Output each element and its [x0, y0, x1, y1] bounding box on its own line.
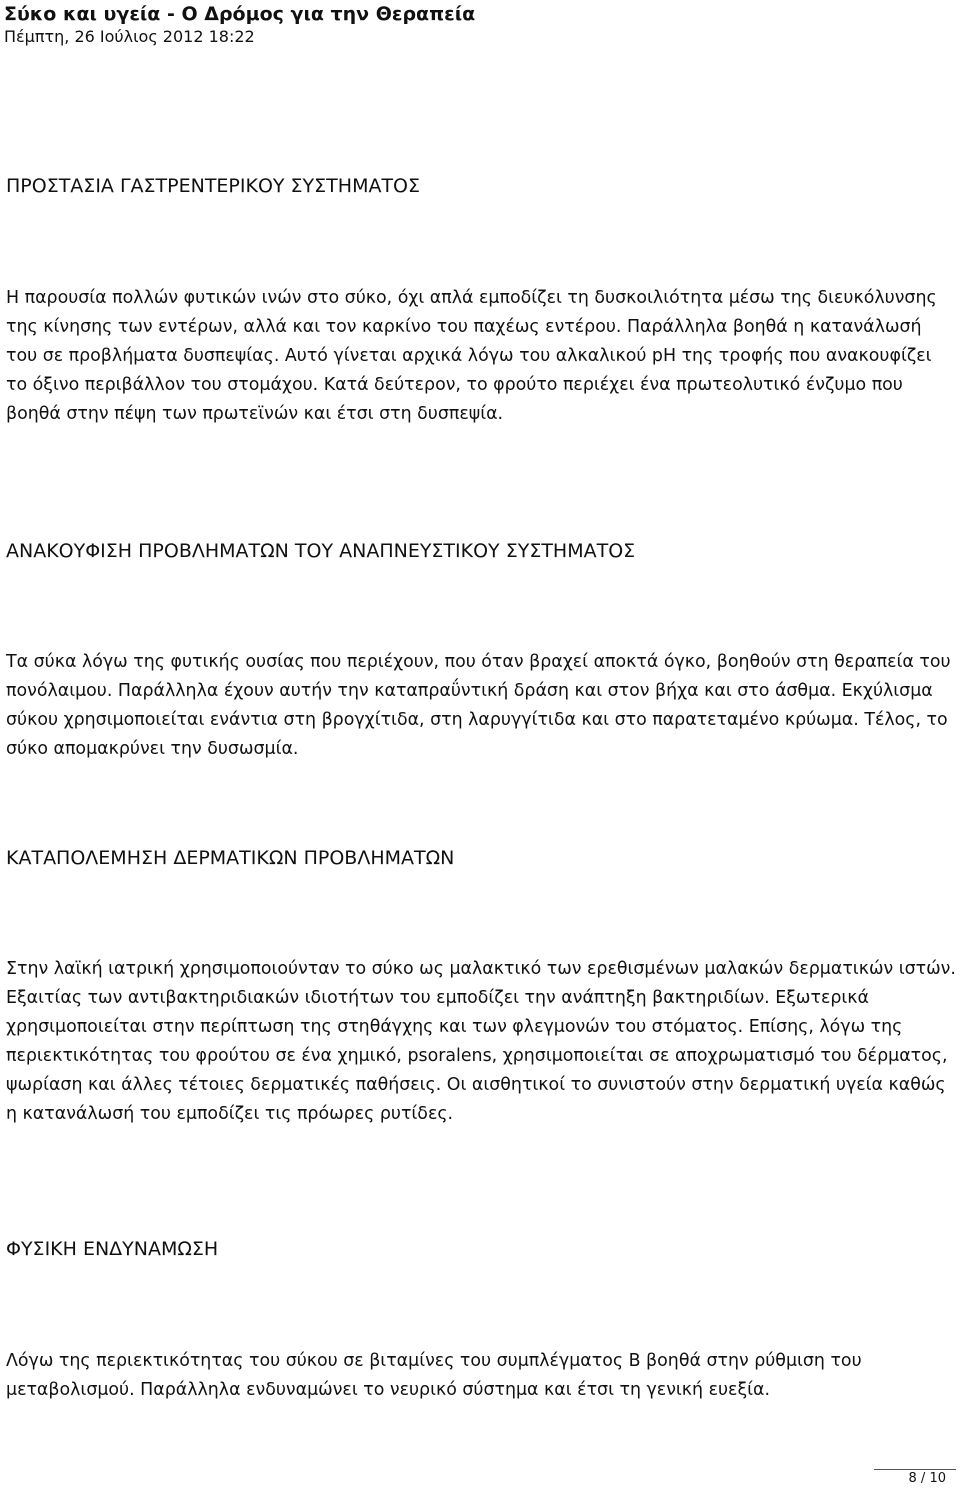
- page-number: 8 / 10: [908, 1471, 946, 1486]
- section-text-gastrointestinal: Η παρουσία πολλών φυτικών ινών στο σύκο, όχι απλά εμποδίζει τη δυσκοιλιότητα μέσω της διευκόλυνσης της κίνησης των εντέρων, αλλά και τον καρκίνο του παχέως εντέρου. Παράλληλα βοηθά η κατανάλωσή του σε προβλήματα δυσπεψίας. Αυτό γίνεται αρχικά λόγω του αλκαλικού pH της τροφής που ανακουφίζει το όξινο περιβάλλον του στομάχου. Κατά δεύτερον, το φρούτο περιέχει ένα πρωτεολυτικό ένζυμο που βοηθά στην πέψη των πρωτεϊνών και έτσι στη δυσπεψία.: [6, 288, 937, 424]
- site-title: Σύκο και υγεία - Ο Δρόμος για την Θεραπεία: [4, 3, 476, 25]
- page-header: [4, 2, 956, 48]
- footer-divider: [874, 1469, 956, 1470]
- section-heading-skin: ΚΑΤΑΠΟΛΕΜΗΣΗ ΔΕΡΜΑΤΙΚΩΝ ΠΡΟΒΛΗΜΑΤΩΝ: [6, 847, 455, 869]
- post-date: Πέμπτη, 26 Ιούλιος 2012 18:22: [4, 27, 255, 46]
- section-heading-physical-strength: ΦΥΣΙΚΗ ΕΝΔΥΝΑΜΩΣΗ: [6, 1238, 219, 1260]
- section-text-respiratory: Τα σύκα λόγω της φυτικής ουσίας που περιέχουν, που όταν βραχεί αποκτά όγκο, βοηθούν στη θεραπεία του πονόλαιμου. Παράλληλα έχουν αυτήν την καταπραΰντική δράση και στον βήχα και στο άσθμα. Εκχύλισμα σύκου χρησιμοποιείται ενάντια στη βρογχίτιδα, στη λαρυγγίτιδα και στο παρατεταμένο κρύωμα. Τέλος, το σύκο απομακρύνει την δυσωσμία.: [6, 652, 951, 759]
- section-text-physical-strength: Λόγω της περιεκτικότητας του σύκου σε βιταμίνες του συμπλέγματος Β βοηθά στην ρύθμιση του μεταβολισμού. Παράλληλα ενδυναμώνει το νευρικό σύστημα και έτσι τη γενική ευεξία.: [6, 1351, 862, 1400]
- section-text-skin: Στην λαϊκή ιατρική χρησιμοποιούνταν το σύκο ως μαλακτικό των ερεθισμένων μαλακών δερματικών ιστών. Εξαιτίας των αντιβακτηριδιακών ιδιοτήτων του εμποδίζει την ανάπτηξη βακτηριδίων. Εξωτερικά χρησιμοποιείται στην περίπτωση της στηθάγχης και των φλεγμονών του στόματος. Επίσης, λόγω της περιεκτικότητας του φρούτου σε ένα χημικό, psoralens, χρησιμοποιείται σε αποχρωματισμό του δέρματος, ψωρίαση και άλλες τέτοιες δερματικές παθήσεις. Οι αισθητικοί το συνιστούν στην δερματική υγεία καθώς η κατανάλωσή του εμποδίζει τις πρόωρες ρυτίδες.: [6, 959, 956, 1124]
- section-heading-gastrointestinal: ΠΡΟΣΤΑΣΙΑ ΓΑΣΤΡΕΝΤΕΡΙΚΟΥ ΣΥΣΤΗΜΑΤΟΣ: [6, 175, 421, 197]
- section-heading-respiratory: ΑΝΑΚΟΥΦΙΣΗ ΠΡΟΒΛΗΜΑΤΩΝ ΤΟΥ ΑΝΑΠΝΕΥΣΤΙΚΟΥ ΣΥΣΤΗΜΑΤΟΣ: [6, 540, 636, 562]
